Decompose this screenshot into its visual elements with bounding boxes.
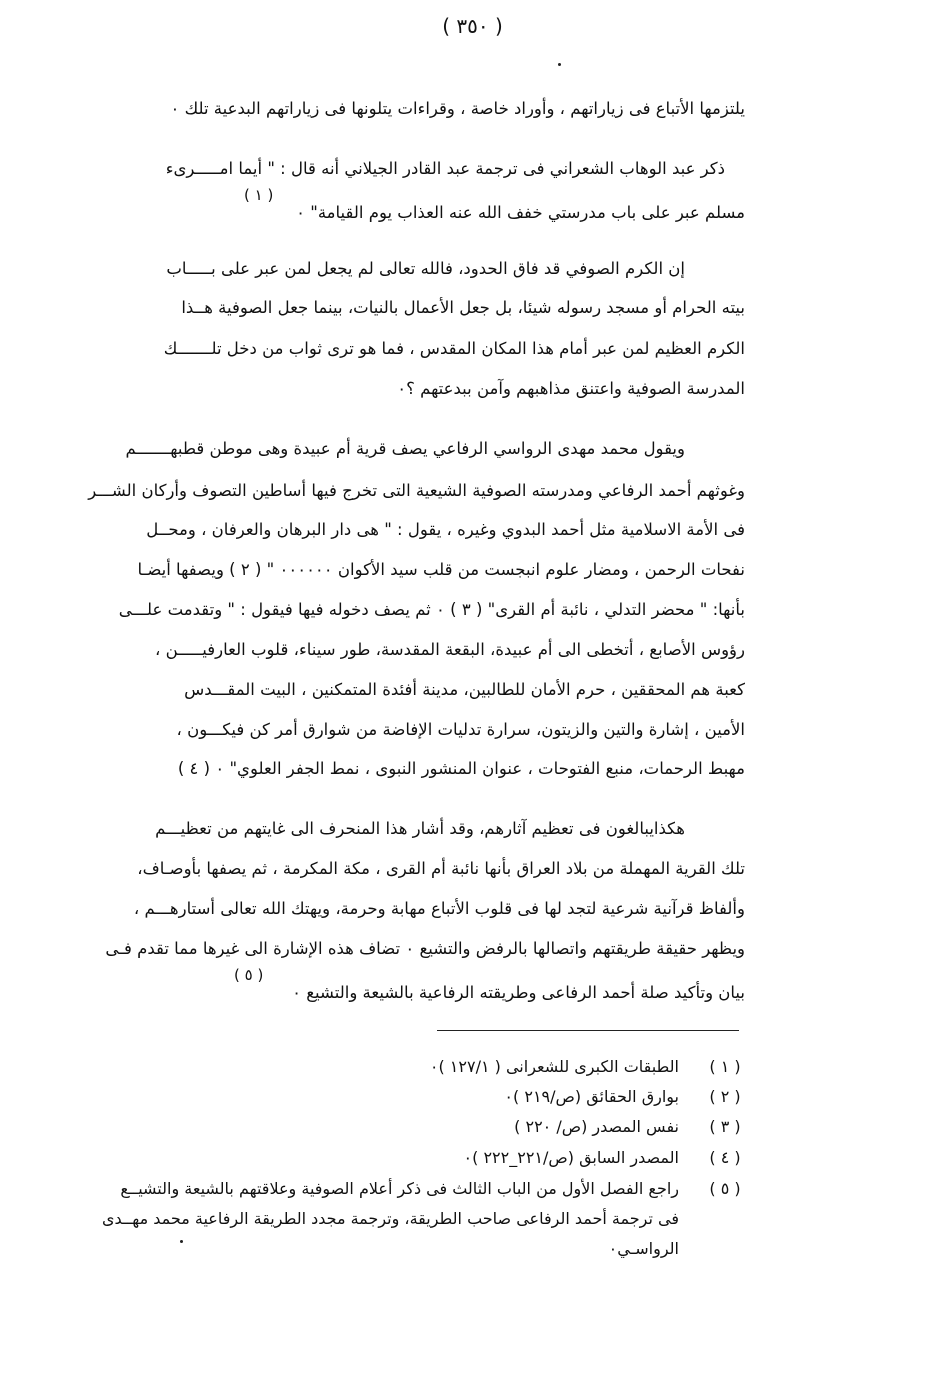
footnote-text: نفس المصدر (ص/ ٢٢٠ ): [514, 1117, 679, 1136]
body-line: بيان وتأكيد صلة أحمد الرفاعى وطريقته الرفاعية بالشيعة والتشيع ٠: [292, 983, 745, 1002]
footnote-number: ( ٥ ): [709, 1179, 741, 1198]
body-line: يلتزمها الأتباع فى زياراتهم ، وأوراد خاصة ، وقراءات يتلونها فى زياراتهم البدعية تلك ٠: [170, 99, 745, 118]
footnote-text: الطبقات الكبرى للشعرانى ( ١٢٧/١ )٠: [429, 1057, 679, 1076]
footnote-text-continuation: الرواسـي٠: [608, 1239, 679, 1258]
body-line: مهبط الرحمات، منبع الفتوحات ، عنوان المنشور النبوى ، نمط الجفر العلوي" ٠ ( ٤ ): [177, 759, 745, 778]
footnote-reference: ( ٥ ): [234, 966, 264, 984]
footnote-text-continuation: فى ترجمة أحمد الرفاعى صاحب الطريقة، وترجمة مجدد الطريقة الرفاعية محمد مهــدى: [101, 1209, 679, 1228]
footnote-text: المصدر السابق (ص/٢٢١_٢٢٢ )٠: [463, 1148, 679, 1167]
footnote-text: راجع الفصل الأول من الباب الثالث فى ذكر أعلام الصوفية وعلاقتهم بالشيعة والتشيــع: [120, 1179, 679, 1198]
body-line: فى الأمة الاسلامية مثل أحمد البدوي وغيره ، يقول : " هى دار البرهان والعرفان ، ومحــل: [146, 520, 745, 539]
body-line: هكذايبالغون فى تعظيم آثارهم، وقد أشار هذا المنحرف الى غايتهم من تعظيـــم: [155, 819, 685, 838]
footnote-item: [70, 1177, 745, 1201]
footnote-item: [464, 1146, 745, 1170]
body-line: ويقول محمد مهدى الرواسي الرفاعي يصف قرية أم عبيدة وهى موطن قطبهـــــــم: [125, 439, 685, 458]
footnote-item: [504, 1085, 745, 1109]
speck-mark: [180, 1240, 183, 1243]
footnote-reference: ( ١ ): [244, 186, 274, 204]
body-line: مسلم عبر على باب مدرستي خفف الله عنه العذاب يوم القيامة" ٠: [296, 203, 745, 222]
footnote-item: [514, 1115, 745, 1139]
footnote-number: ( ٤ ): [709, 1148, 741, 1167]
body-line: ذكر عبد الوهاب الشعراني فى ترجمة عبد القادر الجيلاني أنه قال : " أيما امـــــرىء: [165, 159, 725, 178]
body-line: كعبة هم المحققين ، حرم الأمان للطالبين، مدينة أفئدة المتمكنين ، البيت المقـــدس: [184, 680, 745, 699]
body-line: رؤوس الأصابع ، أتخطى الى أم عبيدة، البقعة المقدسة، طور سيناء، قلوب العارفيـــــن ،: [155, 640, 745, 659]
speck-mark: [558, 63, 561, 66]
footnote-number: ( ١ ): [709, 1057, 741, 1076]
footnote-item: [430, 1055, 745, 1079]
body-line: الأمين ، إشارة والتين والزيتون، سرارة تدليات الإفاضة من شوارق أمر كن فيكـــون ،: [176, 720, 745, 739]
body-line: وغوثهم أحمد الرفاعي ومدرسته الصوفية الشيعية التى تخرج فيها أساطين التصوف وأركان الشـــر: [88, 481, 745, 500]
body-line: ويظهر حقيقة طريقتهم واتصالها بالرفض والتشيع ٠ تضاف هذه الإشارة الى غيرها مما تقدم فـى: [105, 939, 745, 958]
body-line: الكرم العظيم لمن عبر أمام هذا المكان المقدس ، فما هو ترى ثواب من دخل تلـــــــك: [163, 339, 745, 358]
footnote-number: ( ٣ ): [709, 1117, 741, 1136]
body-line: وألفاظ قرآنية شرعية لتجد لها فى قلوب الأتباع مهابة وحرمة، ويهتك الله تعالى أستارهـــم ،: [133, 899, 745, 918]
footnote-text: بوارق الحقائق (ص/٢١٩ )٠: [504, 1087, 679, 1106]
footnote-number: ( ٢ ): [709, 1087, 741, 1106]
body-line: تلك القرية المهملة من بلاد العراق بأنها نائبة أم القرى ، مكة المكرمة ، ثم يصفها بأوصـاف،: [137, 859, 745, 878]
page-number: ( ٣٥٠ ): [442, 14, 503, 38]
body-line: إن الكرم الصوفي قد فاق الحدود، فالله تعالى لم يجعل لمن عبر على بـــــاب: [166, 259, 685, 278]
body-line: بيته الحرام أو مسجد رسوله شيئا، بل جعل الأعمال بالنيات، بينما جعل الصوفية هــذا: [181, 298, 745, 317]
body-line: نفحات الرحمن ، ومضار علوم انبجست من قلب سيد الأكوان ٠٠٠٠٠٠ " ( ٢ ) ويصفها أيضـا: [137, 560, 745, 579]
body-line: المدرسة الصوفية واعتنق مذاهبهم وآمن ببدعتهم ؟٠: [397, 379, 745, 398]
footnote-separator: [437, 1030, 739, 1031]
body-line: بأنها: " محضر التدلي ، نائبة أم القرى" ( ٣ ) ٠ ثم يصف دخوله فيها فيقول : " وتقدمت علـــى: [118, 600, 745, 619]
